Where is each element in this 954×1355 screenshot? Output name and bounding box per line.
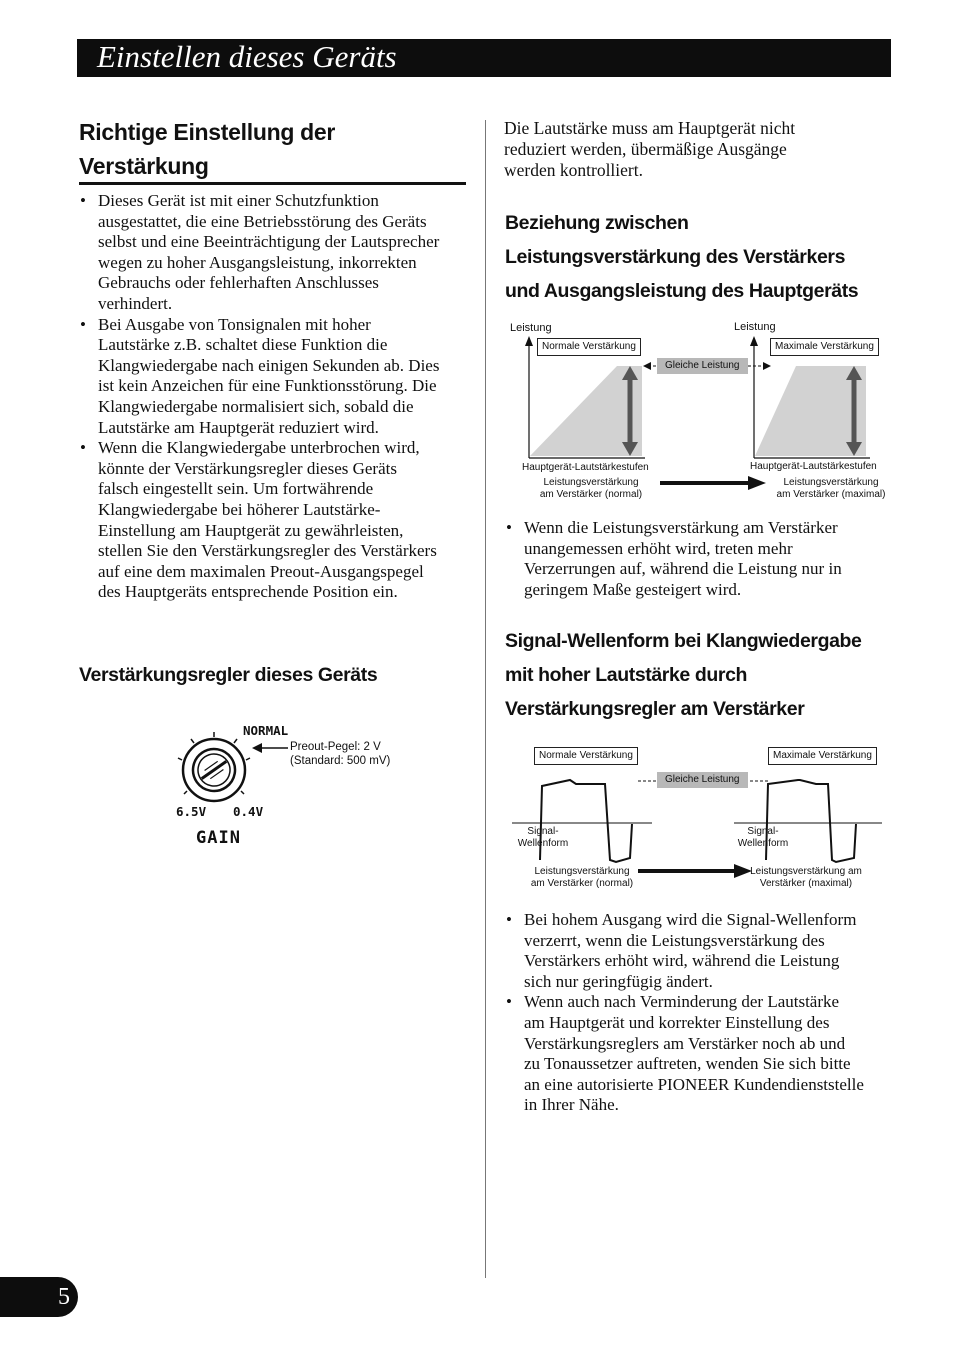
section-banner bbox=[77, 39, 891, 77]
bullet-line: sich nur geringfügig ändert. bbox=[524, 971, 713, 991]
bullet-line: Lautstärke z.B. schaltet diese Funktion die bbox=[98, 335, 388, 355]
heading-line: Leistungsverstärkung des Verstärkers bbox=[505, 246, 846, 268]
relationship-heading bbox=[505, 206, 900, 308]
page-number: 5 bbox=[58, 1284, 70, 1310]
caption-line: am Verstärker (normal) bbox=[539, 489, 643, 500]
caption-line: Verstärker (maximal) bbox=[759, 878, 853, 889]
knob-gain-label: GAIN bbox=[196, 828, 241, 848]
bullet-item bbox=[79, 438, 474, 603]
gain-control-heading: Verstärkungsregler dieses Geräts bbox=[79, 664, 378, 686]
gain-normal-caption bbox=[527, 866, 637, 890]
bullet-line: am Hauptgerät und korrekter Einstellung des bbox=[524, 1012, 830, 1032]
equal-power-label: Gleiche Leistung bbox=[657, 358, 748, 374]
waveform-label-line: Wellenform bbox=[737, 838, 789, 849]
main-heading-line: Richtige Einstellung der bbox=[79, 119, 336, 145]
bullet-line: unangemessen erhöht wird, treten mehr bbox=[524, 538, 793, 558]
bullet-item bbox=[505, 992, 900, 1116]
normal-gain-box: Normale Verstärkung bbox=[537, 338, 641, 356]
max-gain-box: Maximale Verstärkung bbox=[768, 747, 877, 765]
bullet-line: ist kein Anzeichen für eine Funktionsstörung. Die bbox=[98, 376, 437, 396]
bullet-line: stellen Sie den Verstärkungsregler des Verstärkers bbox=[98, 541, 437, 561]
bullet-line: • Bei Ausgabe von Tonsignalen mit hoher bbox=[98, 314, 371, 334]
waveform-heading bbox=[505, 624, 900, 726]
page-number-tab bbox=[0, 1277, 78, 1317]
bullet-line: selbst und eine Beeinträchtigung der Lautsprecher bbox=[98, 232, 440, 252]
caption-line: Leistungsverstärkung bbox=[783, 477, 879, 488]
bullet-line: Klangwiedergabe normalisiert sich, sobald die bbox=[98, 396, 414, 416]
bullet-line: • Wenn die Klangwiedergabe unterbrochen wird, bbox=[98, 438, 420, 458]
gain-max-caption bbox=[750, 866, 862, 890]
waveform-label bbox=[512, 826, 574, 850]
bullet-line: • Bei hohem Ausgang wird die Signal-Wellenform bbox=[524, 910, 857, 929]
waveform-label-line: Signal- bbox=[747, 826, 779, 837]
caption-line: am Verstärker (maximal) bbox=[776, 489, 886, 500]
bullet-item bbox=[505, 910, 900, 992]
bullet-line: in Ihrer Nähe. bbox=[524, 1095, 619, 1115]
intro-line: reduziert werden, übermäßige Ausgänge bbox=[504, 139, 787, 159]
heading-line: und Ausgangsleistung des Hauptgeräts bbox=[505, 280, 859, 302]
caption-line: am Verstärker (normal) bbox=[530, 878, 634, 889]
bullet-line: Verstärkungsreglers am Verstärker noch ab und bbox=[524, 1033, 846, 1053]
knob-max-label: 0.4V bbox=[233, 804, 264, 819]
main-heading-line: Verstärkung bbox=[79, 153, 209, 179]
bullet-line: an eine autorisierte PIONEER Kundendienststelle bbox=[524, 1074, 864, 1094]
left-bullet-list bbox=[79, 191, 474, 603]
bullet-line: • Wenn die Leistungsverstärkung am Verstärker bbox=[524, 518, 838, 537]
bullet-line: ausgestattet, die eine Betriebsstörung des Geräts bbox=[98, 211, 427, 231]
knob-min-label: 6.5V bbox=[176, 804, 207, 819]
max-gain-box: Maximale Verstärkung bbox=[770, 338, 879, 356]
heading-line: mit hoher Lautstärke durch bbox=[505, 664, 748, 686]
right-bullet-list-1 bbox=[505, 518, 900, 600]
power-axis-label: Leistung bbox=[734, 321, 776, 333]
caption-line: Leistungsverstärkung bbox=[534, 866, 630, 877]
volume-axis-label: Hauptgerät-Lautstärkestufen bbox=[750, 461, 877, 472]
knob-note-line: (Standard: 500 mV) bbox=[290, 755, 391, 767]
knob-note-line: Preout-Pegel: 2 V bbox=[290, 741, 381, 753]
right-bullet-list-2 bbox=[505, 910, 900, 1116]
column-divider bbox=[485, 120, 486, 1278]
knob-pointer-arrow bbox=[250, 742, 290, 756]
bullet-line: Verzerrungen auf, während die Leistung nur in bbox=[524, 559, 842, 579]
caption-line: Leistungsverstärkung bbox=[543, 477, 639, 488]
volume-axis-label: Hauptgerät-Lautstärkestufen bbox=[522, 462, 649, 473]
bullet-line: könnte der Verstärkungsregler dieses Geräts bbox=[98, 458, 397, 478]
bullet-line: geringem Maße gesteigert wird. bbox=[524, 579, 742, 599]
knob-normal-label: NORMAL bbox=[243, 723, 289, 738]
bullet-item bbox=[79, 191, 474, 315]
intro-line: werden kontrolliert. bbox=[504, 160, 643, 180]
bullet-line: verhindert. bbox=[98, 293, 173, 313]
heading-line: Beziehung zwischen bbox=[505, 212, 689, 234]
bullet-item bbox=[505, 518, 900, 600]
bullet-line: Einstellung am Hauptgerät zu gewährleisten, bbox=[98, 520, 404, 540]
bullet-item bbox=[79, 315, 474, 439]
intro-line: Die Lautstärke muss am Hauptgerät nicht bbox=[504, 118, 796, 138]
bullet-line: Verstärkers erhöht wird, während die Leistung bbox=[524, 951, 840, 971]
bullet-line: verzerrt, wenn die Leistungsverstärkung des bbox=[524, 930, 825, 950]
waveform-label bbox=[732, 826, 794, 850]
bullet-line: falsch eingestellt sein. Um fortwährende bbox=[98, 479, 374, 499]
gain-normal-caption bbox=[536, 477, 646, 501]
waveform-label-line: Wellenform bbox=[517, 838, 569, 849]
equal-power-label: Gleiche Leistung bbox=[657, 772, 748, 788]
section-title: Einstellen dieses Geräts bbox=[97, 39, 397, 74]
bullet-line: zu Tonaussetzer auftreten, wenden Sie sich bitte bbox=[524, 1054, 851, 1074]
bullet-line: des Hauptgeräts entsprechende Position ein. bbox=[98, 582, 398, 602]
bullet-line: auf eine dem maximalen Preout-Ausgangspegel bbox=[98, 561, 424, 581]
bullet-line: Lautstärke am Hauptgerät reduziert wird. bbox=[98, 417, 379, 437]
heading-line: Verstärkungsregler am Verstärker bbox=[505, 698, 805, 720]
power-axis-label: Leistung bbox=[510, 322, 552, 334]
normal-gain-box: Normale Verstärkung bbox=[534, 747, 638, 765]
bullet-line: Klangwiedergabe nach einigen Sekunden ab. Dies bbox=[98, 355, 440, 375]
bullet-line: • Dieses Gerät ist mit einer Schutzfunktion bbox=[98, 191, 379, 210]
bullet-line: Klangwiedergabe bei höherer Lautstärke- bbox=[98, 499, 381, 519]
main-heading bbox=[79, 115, 469, 183]
bullet-line: wegen zu hoher Ausgangsleistung, inkorrekten bbox=[98, 252, 417, 272]
gain-max-caption bbox=[775, 477, 887, 501]
heading-rule bbox=[79, 182, 466, 185]
heading-line: Signal-Wellenform bei Klangwiedergabe bbox=[505, 630, 862, 652]
bullet-line: • Wenn auch nach Verminderung der Lautstärke bbox=[524, 992, 840, 1012]
waveform-label-line: Signal- bbox=[527, 826, 559, 837]
caption-line: Leistungsverstärkung am bbox=[750, 866, 862, 877]
intro-paragraph bbox=[504, 118, 894, 181]
bullet-line: Gebrauchs oder fehlerhaften Anschlusses bbox=[98, 273, 379, 293]
